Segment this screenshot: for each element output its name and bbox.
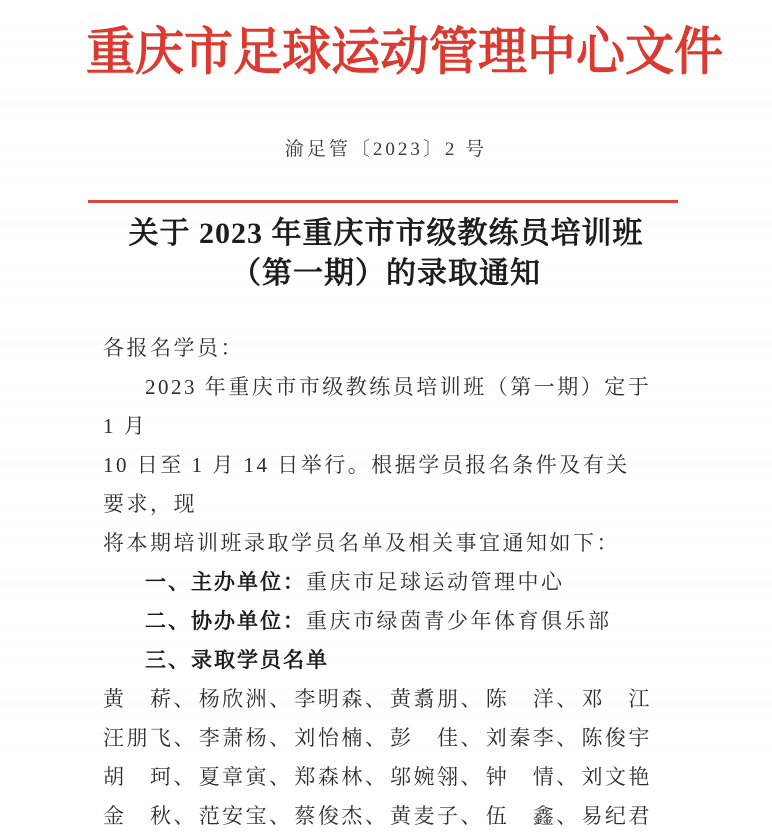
roster-list (103, 680, 652, 836)
student-name: 黄翥朋、 (390, 687, 485, 711)
student-name: 杨欣洲、 (198, 687, 293, 711)
student-name: 陈 洋、 (485, 687, 580, 711)
student-name: 黄 菥、 (103, 687, 197, 711)
student-name: 易纪君 (581, 804, 652, 828)
roster-row (103, 758, 652, 797)
section-line-co-organizer (103, 602, 652, 641)
student-name: 邬婉翎、 (390, 765, 485, 789)
greeting-line: 各报名学员： (103, 336, 244, 360)
document-title-line-1: 关于 2023 年重庆市市级教练员培训班 (128, 217, 644, 250)
section-value: 重庆市足球运动管理中心 (306, 570, 565, 594)
paragraph-line: 将本期培训班录取学员名单及相关事宜通知如下： (103, 531, 620, 555)
document-number: 渝足管〔2023〕2 号 (284, 139, 488, 160)
student-name: 胡 珂、 (103, 765, 197, 789)
roster-row (103, 680, 652, 719)
student-name: 汪朋飞、 (103, 726, 197, 750)
document-header-title: 重庆市足球运动管理中心文件 (86, 23, 724, 81)
student-name: 郑森林、 (294, 765, 389, 789)
section-label: 三、录取学员名单 (145, 648, 329, 672)
roster-row (103, 719, 652, 758)
student-name: 伍 鑫、 (485, 804, 580, 828)
section-line-host-unit (103, 563, 652, 602)
student-name: 刘秦李、 (485, 726, 580, 750)
student-name: 钟 情、 (485, 765, 580, 789)
paragraph-line: 10 日至 1 月 14 日举行。根据学员报名条件及有关要求，现 (103, 453, 630, 516)
section-label: 一、主办单位： (145, 570, 306, 594)
document-body (103, 329, 652, 836)
student-name: 范安宝、 (198, 804, 293, 828)
document-title (0, 214, 772, 294)
paragraph-line: 2023 年重庆市市级教练员培训班（第一期）定于 1 月 (103, 375, 652, 438)
roster-row (103, 797, 652, 836)
student-name: 李萧杨、 (198, 726, 293, 750)
student-name: 刘怡楠、 (294, 726, 389, 750)
document-title-line-2: （第一期）的录取通知 (231, 257, 541, 290)
student-name: 陈俊宇 (581, 726, 652, 750)
section-value: 重庆市绿茵青少年体育俱乐部 (306, 609, 612, 633)
student-name: 夏章寅、 (198, 765, 293, 789)
section-label: 二、协办单位： (145, 609, 306, 633)
section-line-admitted-roster (103, 641, 652, 680)
student-name: 黄麦子、 (390, 804, 485, 828)
student-name: 刘文艳 (581, 765, 652, 789)
student-name: 邓 江 (581, 687, 652, 711)
header-divider-rule (88, 200, 678, 203)
student-name: 蔡俊杰、 (294, 804, 389, 828)
student-name: 彭 佳、 (390, 726, 485, 750)
student-name: 金 秋、 (103, 804, 197, 828)
student-name: 李明森、 (294, 687, 389, 711)
